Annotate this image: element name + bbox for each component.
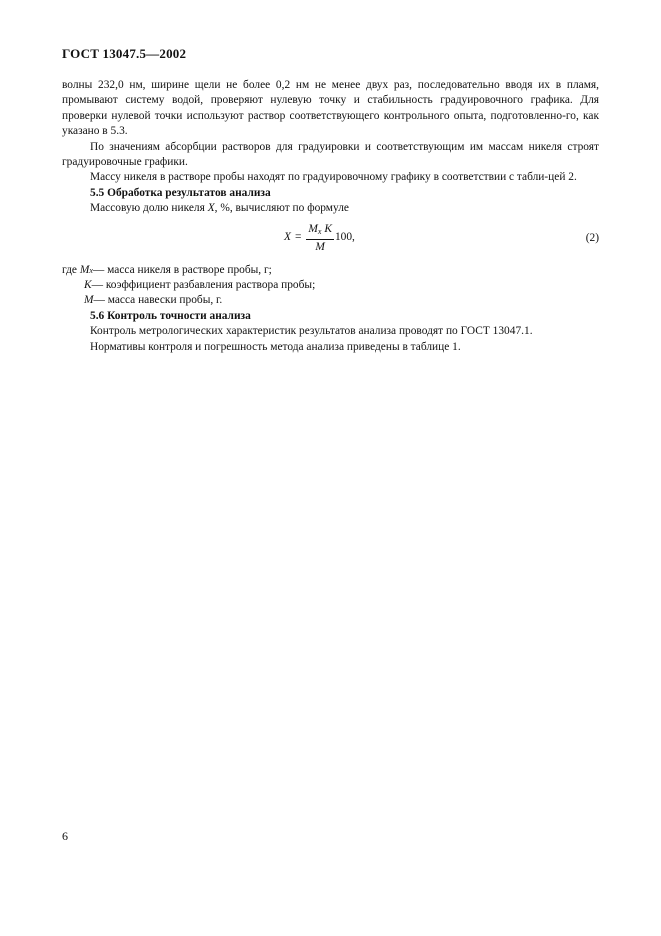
paragraph-calibration-graphs: По значениям абсорбции растворов для градуировки и соответствующим им массам никеля строят градуировочные графики. xyxy=(62,140,599,169)
definition-mx xyxy=(62,263,599,278)
document-header: ГОСТ 13047.5—2002 xyxy=(62,46,187,61)
document-body xyxy=(62,78,599,355)
formula-factor: 100, xyxy=(334,230,355,243)
formula-fraction xyxy=(306,222,334,254)
formula-intro xyxy=(62,201,599,216)
definition-m-symbol: M xyxy=(84,294,94,307)
formula-numerator xyxy=(306,222,334,240)
formula-intro-variable: X xyxy=(207,202,215,215)
paragraph-nickel-mass: Массу никеля в растворе пробы находят по градуировочному графику в соответствии с табли-цей 2. xyxy=(90,171,577,184)
numerator-k: K xyxy=(324,222,332,235)
definition-k-text: — коэффициент разбавления раствора пробы; xyxy=(91,279,316,292)
definition-k-symbol: K xyxy=(84,279,92,292)
formula-intro-suffix: , %, вычисляют по формуле xyxy=(214,202,349,215)
section-heading-5-6: 5.6 Контроль точности анализа xyxy=(90,309,251,322)
definition-m xyxy=(62,293,599,308)
paragraph-control-norms: Нормативы контроля и погрешность метода анализа приведены в таблице 1. xyxy=(90,340,461,353)
formula-number: (2) xyxy=(585,231,599,244)
definition-mx-text: — масса никеля в растворе пробы, г; xyxy=(92,263,272,276)
formula-2 xyxy=(284,222,355,254)
definition-m-text: — масса навески пробы, г. xyxy=(93,294,223,307)
section-heading-5-5: 5.5 Обработка результатов анализа xyxy=(90,186,271,199)
definition-k xyxy=(62,278,599,293)
paragraph-metrology-control: Контроль метрологических характеристик результатов анализа проводят по ГОСТ 13047.1. xyxy=(90,325,533,338)
formula-lhs: X xyxy=(284,230,291,243)
definition-where: где xyxy=(62,263,77,276)
variable-definitions xyxy=(62,263,599,309)
definition-mx-symbol: M xyxy=(79,263,90,276)
numerator-m-subscript: x xyxy=(317,226,322,236)
formula-intro-prefix: Массовую долю никеля xyxy=(90,202,208,215)
formula-row xyxy=(62,220,599,260)
page-number: 6 xyxy=(62,829,68,843)
definition-mx-subscript: x xyxy=(89,265,93,275)
formula-equals: = xyxy=(294,230,302,243)
paragraph-continuation: волны 232,0 нм, ширине щели не более 0,2 нм не менее двух раз, последовательно вводя их в пламя, промывают систему водой, проверяют нулевую точку и стабильность градуировочного графика. Для проверки нулевой точки используют раствор соответствующего контрольного опыта, подготовленно-го, как указано в 5.3. xyxy=(62,79,599,138)
formula-denominator: M xyxy=(315,240,325,253)
numerator-m: M xyxy=(308,222,318,235)
